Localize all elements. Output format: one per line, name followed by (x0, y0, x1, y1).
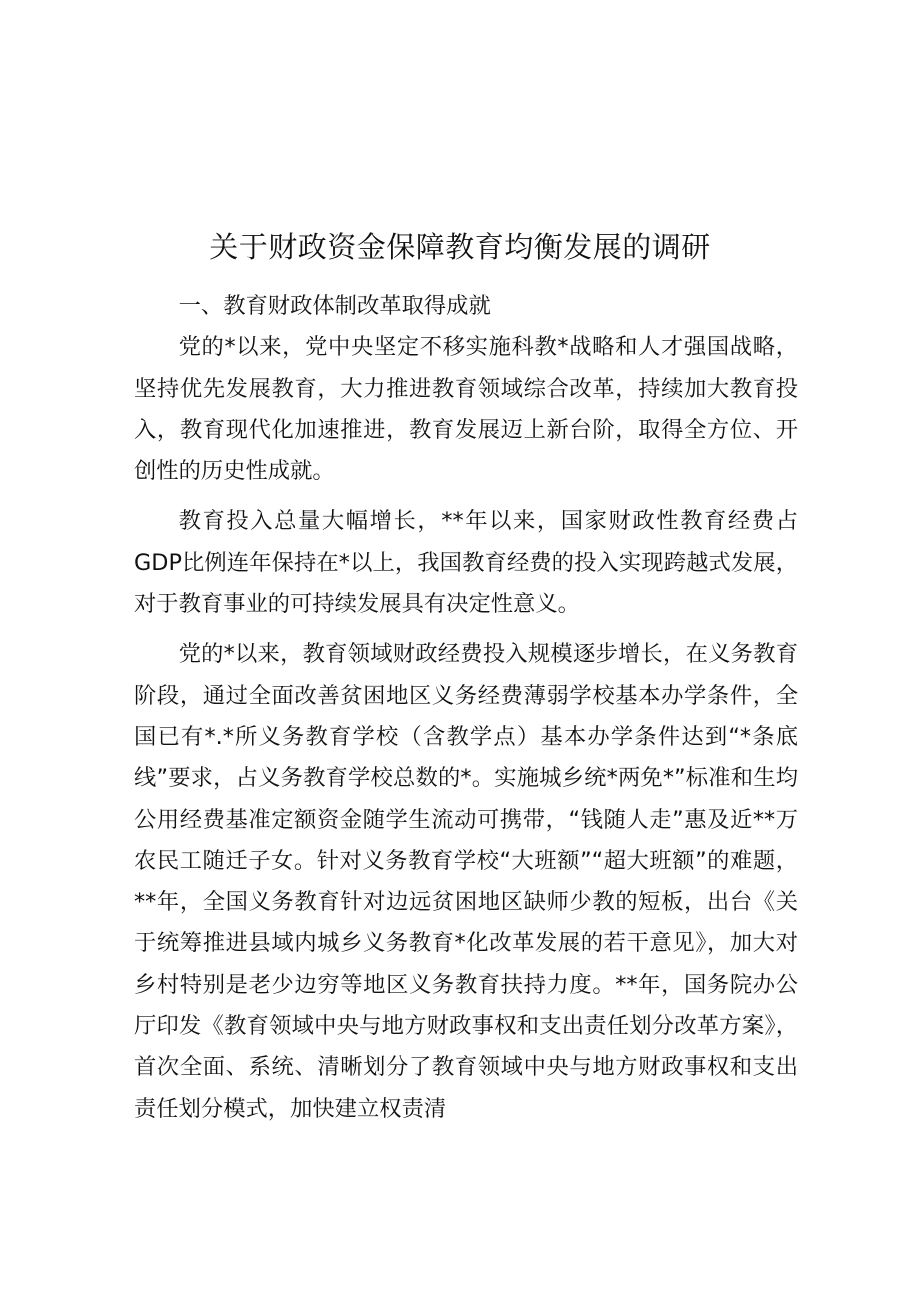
section-heading: 一、教育财政体制改革取得成就 (178, 293, 491, 319)
paragraph: 党的*以来，教育领域财政经费投入规模逐步增长，在义务教育阶段，通过全面改善贫困地区义务经费薄弱学校基本办学条件，全国已有*.*所义务教育学校（含教学点）基本办学条件达到“*条底线”要求，占义务教育学校总数的*。实施城乡统*两免*”标准和生均公用经费基准定额资金随学生流动可携带，“钱随人走”惠及近**万农民工随迁子女。针对义务教育学校“大班额”“超大班额”的难题，**年，全国义务教育针对边远贫困地区缺师少教的短板，出台《关于统筹推进县域内城乡义务教育*化改革发展的若干意见》，加大对乡村特别是老少边穷等地区义务教育扶持力度。**年，国务院办公厅印发《教育领域中央与地方财政事权和支出责任划分改革方案》，首次全面、系统、清晰划分了教育领域中央与地方财政事权和支出责任划分模式，加快建立权责清 (134, 641, 798, 1122)
document-body (134, 286, 798, 1130)
paragraph: 教育投入总量大幅增长，**年以来，国家财政性教育经费占GDP比例连年保持在*以上，我国教育经费的投入实现跨越式发展，对于教育事业的可持续发展具有决定性意义。 (134, 508, 798, 618)
paragraph: 党的*以来，党中央坚定不移实施科教*战略和人才强国战略，坚持优先发展教育，大力推进教育领域综合改革，持续加大教育投入，教育现代化加速推进，教育发展迈上新台阶，取得全方位、开创性的历史性成就。 (134, 334, 798, 485)
document-title: 关于财政资金保障教育均衡发展的调研 (209, 230, 711, 264)
